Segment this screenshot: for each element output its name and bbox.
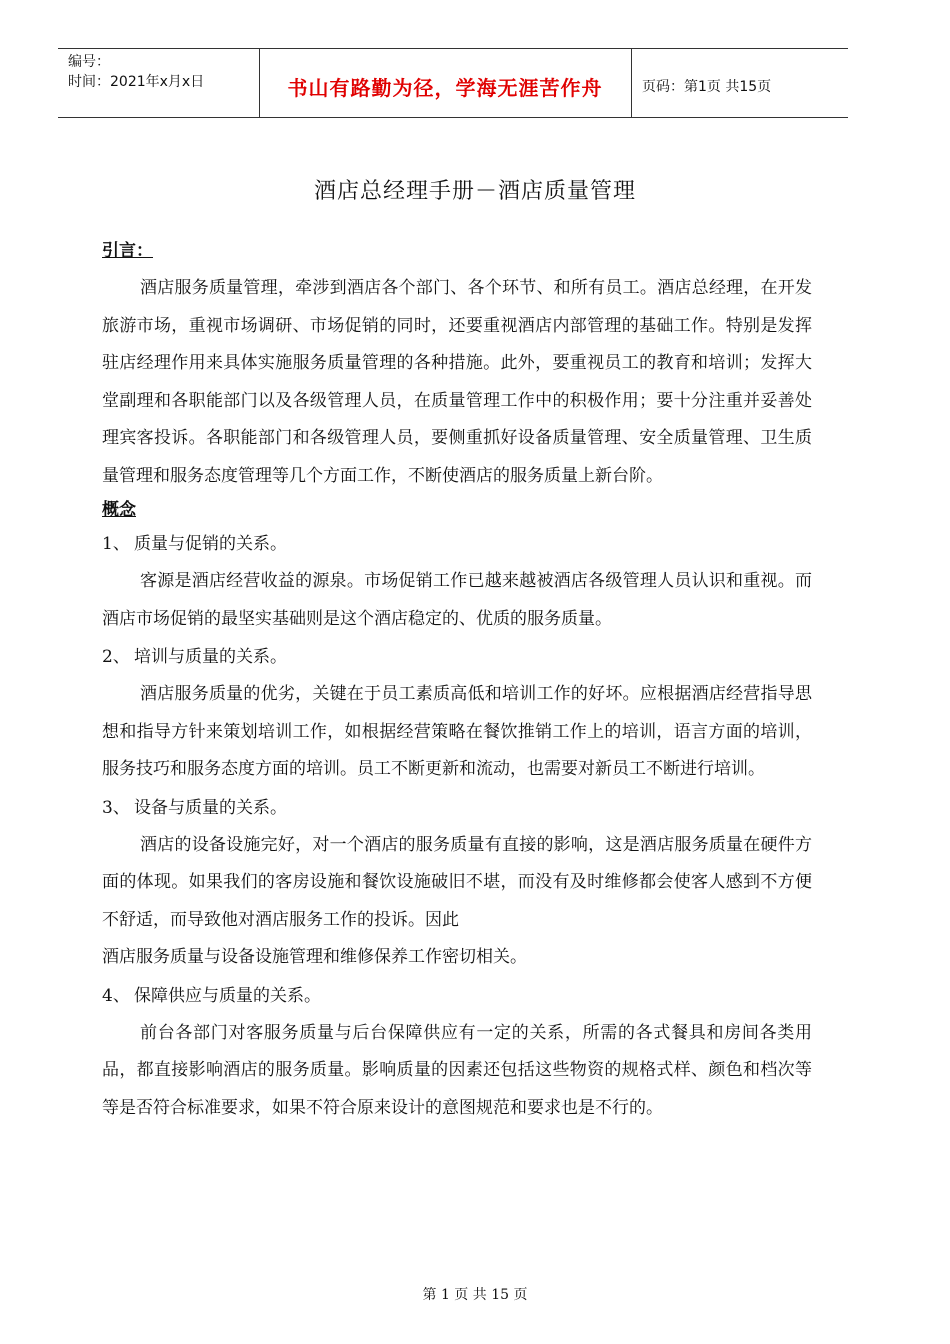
page-footer: 第 1 页 共 15 页 <box>422 1287 528 1303</box>
intro-paragraph: 酒店服务质量管理，牵涉到酒店各个部门、各个环节、和所有员工。酒店总经理，在开发旅游市场，重视市场调研、市场促销的同时，还要重视酒店内部管理的基础工作。特别是发挥驻店经理作用来具体实施服务质量管理的各种措施。此外，要重视员工的教育和培训；发挥大堂副理和各职能部门以及各级管理人员，在质量管理工作中的积极作用；要十分注重并妥善处理宾客投诉。各职能部门和各级管理人员，要侧重抓好设备质量管理、安全质量管理、卫生质量管理和服务态度管理等几个方面工作，不断使酒店的服务质量上新台阶。 <box>102 278 812 486</box>
concept-item-3 <box>102 789 812 827</box>
header-meta <box>68 52 204 92</box>
concept-item-4 <box>102 977 812 1015</box>
header-divider-right <box>631 48 632 117</box>
item-title: 质量与促销的关系。 <box>134 534 287 554</box>
header-page-info: 页码：第1页 共15页 <box>642 79 772 95</box>
document-title: 酒店总经理手册－酒店质量管理 <box>313 179 636 204</box>
concept-text-2: 酒店服务质量的优劣，关键在于员工素质高低和培训工作的好坏。应根据酒店经营指导思想和指导方针来策划培训工作，如根据经营策略在餐饮推销工作上的培训，语言方面的培训，服务技巧和服务态度方面的培训。员工不断更新和流动，也需要对新员工不断进行培训。 <box>102 684 812 779</box>
header-motto: 书山有路勤为径，学海无涯苦作舟 <box>287 76 603 100</box>
document-body <box>102 236 812 1127</box>
concept-text-3: 酒店的设备设施完好，对一个酒店的服务质量有直接的影响，这是酒店服务质量在硬件方面的体现。如果我们的客房设施和餐饮设施破旧不堪，而没有及时维修都会使客人感到不方便不舒适，而导致他对酒店服务工作的投诉。因此 <box>102 834 812 930</box>
time-label: 时间：2021年x月x日 <box>68 74 205 90</box>
concepts-heading: 概念 <box>102 500 136 520</box>
item-title: 设备与质量的关系。 <box>134 797 287 818</box>
concept-text-3-continued: 酒店服务质量与设备设施管理和维修保养工作密切相关。 <box>102 947 527 967</box>
item-number: 3、 <box>102 797 130 818</box>
header-top-rule <box>58 48 848 49</box>
header-bottom-rule <box>58 117 848 118</box>
item-title: 保障供应与质量的关系。 <box>134 985 321 1006</box>
serial-label: 编号： <box>68 54 110 70</box>
intro-heading: 引言： <box>102 241 153 261</box>
concept-item-2 <box>102 638 812 676</box>
item-number: 4、 <box>102 985 130 1006</box>
item-number: 2、 <box>102 647 130 667</box>
concept-text-1: 客源是酒店经营收益的源泉。市场促销工作已越来越被酒店各级管理人员认识和重视。而酒店市场促销的最坚实基础则是这个酒店稳定的、优质的服务质量。 <box>102 571 812 629</box>
item-number: 1、 <box>102 534 130 554</box>
concept-text-4: 前台各部门对客服务质量与后台保障供应有一定的关系，所需的各式餐具和房间各类用品，都直接影响酒店的服务质量。影响质量的因素还包括这些物资的规格式样、颜色和档次等等是否符合标准要求，如果不符合原来设计的意图规范和要求也是不行的。 <box>102 1022 812 1118</box>
item-title: 培训与质量的关系。 <box>134 647 287 667</box>
concept-item-1 <box>102 525 812 563</box>
